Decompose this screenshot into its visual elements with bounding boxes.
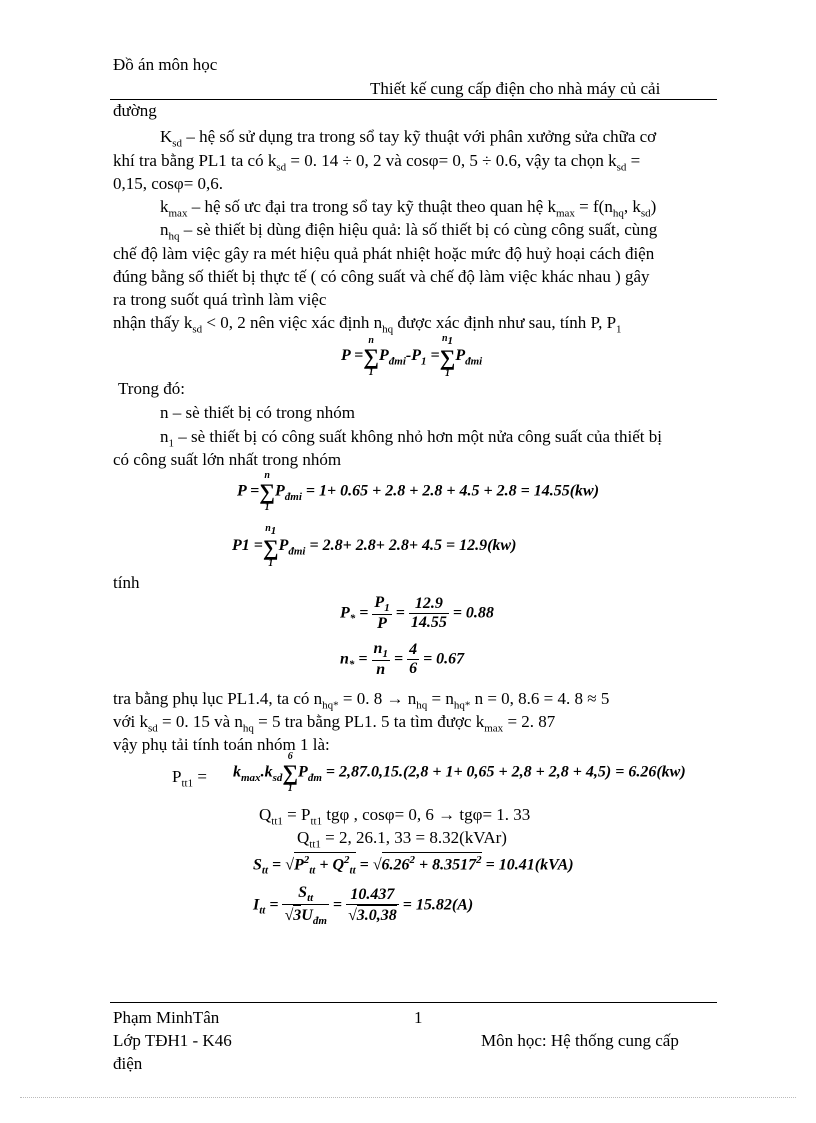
footer-subject: Môn học: Hệ thống cung cấp bbox=[481, 1031, 679, 1050]
text-line: tra bằng phụ lục PL1.4, ta có $n_{hq*} = 0$. $8 \to n_{hq} = n_{hq*}$ n = 0, 8.6 = 4. 8 ≈ 5 bbox=[113, 689, 610, 712]
header-left: Đồ án môn học bbox=[113, 55, 218, 74]
text-line: $n_1$ – sè thiết bị có công suất không nhỏ hơn một nửa công suất của thiết bị bbox=[160, 427, 662, 450]
equation-p-definition: P = n ∑ 1 $P_{đmi}-P_1$ = $n_1$ ∑ 1 $P_{đmi}$ bbox=[341, 333, 483, 379]
text-line: $K_{sd}$ – hệ số sử dụng tra trong sổ tay kỹ thuật với phân xưởng sửa chữa cơ bbox=[160, 127, 657, 150]
text-line: đúng bằng số thiết bị thực tế ( có công suất và chế độ làm việc khác nhau ) gây bbox=[113, 267, 650, 286]
text-line: Trong đó: bbox=[118, 379, 185, 398]
text-line: khí tra bằng PL1 ta có $k_{sd} = 0$. 14 ÷ 0, 2 và cosφ= 0, 5 ÷ 0.6, vậy ta chọn $k_{sd}$ = bbox=[113, 151, 641, 174]
text-line: $n_{hq}$ – sè thiết bị dùng điện hiệu quả: là số thiết bị có cùng công suất, cùng bbox=[160, 220, 658, 243]
equation-i: $I_{tt}$ = $\frac{S_{tt}}{√3U_{đm}}$ = $\frac{10.437}{√3.0,38}$ = 15.82(A) bbox=[253, 884, 474, 928]
text-line: nhận thấy $k_{sd} < 0$, 2 nên việc xác định $n_{hq}$ được xác định như sau, tính P, $P_1$ bbox=[113, 313, 622, 336]
footer-rule bbox=[110, 1002, 717, 1003]
text-line: $k_{max}$ – hệ số ưc đại tra trong sổ tay kỹ thuật theo quan hệ $k_{max} = f(n_{hq}$, $k_{sd}$) bbox=[160, 197, 657, 220]
equation-n-star: $n_*$ = $\frac{n_1}{n}$ = $\frac{4}{6}$ = 0.67 bbox=[340, 640, 465, 679]
ptt1-label: $P_{tt1}$ = bbox=[172, 767, 207, 790]
text-line: $Q_{tt1} = P_{tt1}$ tgφ , cosφ= 0, 6 → tgφ= 1. 33 bbox=[259, 805, 531, 828]
text-line: đường bbox=[113, 101, 157, 120]
equation-s: $S_{tt} = √P^2_{tt} + Q^2_{tt} = √6.26^2 + 8.3517^2 = 10.41(kVA)$ bbox=[253, 854, 574, 877]
header-rule bbox=[110, 99, 717, 100]
text-line: 0,15, cosφ= 0,6. bbox=[113, 174, 224, 193]
footer-class: Lớp TĐH1 - K46 bbox=[113, 1031, 232, 1050]
text-line: tính bbox=[113, 573, 140, 592]
text-line: vậy phụ tải tính toán nhóm 1 là: bbox=[113, 735, 330, 754]
text-line: với $k_{sd} = 0$. 15 và $n_{hq} = 5$ tra bằng PL1. 5 ta tìm được $k_{max} = 2$. 87 bbox=[113, 712, 556, 735]
text-line: n – sè thiết bị có trong nhóm bbox=[160, 403, 356, 422]
page-bottom-border bbox=[20, 1097, 796, 1098]
header-right: Thiết kế cung cấp điện cho nhà máy củ cải bbox=[370, 79, 661, 98]
equation-p-total: P = n ∑ 1 $P_{đmi} = 1+ 0.65 + 2.8 + 2.8 + 4.5 + 2.8 = 14.55(kw)$ bbox=[237, 470, 600, 513]
text-line: chế độ làm việc gây ra mét hiệu quả phát nhiệt hoặc mức độ huỷ hoại cách điện bbox=[113, 244, 655, 263]
footer-subject-cont: điện bbox=[113, 1054, 143, 1073]
text-line: $Q_{tt1} = 2$, 26.1, 33 = 8.32(kVAr) bbox=[297, 828, 507, 851]
text-line: có công suất lớn nhất trong nhóm bbox=[113, 450, 342, 469]
footer-author: Phạm MinhTân bbox=[113, 1008, 220, 1027]
text-line: ra trong suốt quá trình làm việc bbox=[113, 290, 327, 309]
equation-p-star: $P_*$ = $\frac{P_1}{P}$ = $\frac{12.9}{14.55}$ = 0.88 bbox=[340, 594, 494, 633]
equation-ptt1: $k_{max}.k_{sd}$ 6 ∑ 1 $P_{đm} = 2,87.0,15.(2,8 + 1+ 0,65 + 2,8 + 2,8 + 4,5) = 6.26(kw)$ bbox=[233, 751, 686, 794]
page-number: 1 bbox=[414, 1008, 423, 1027]
equation-p1-total: P1 = $n_1$ ∑ 1 $P_{đmi} = 2.8+ 2.8+ 2.8+ 4.5 = 12.9(kw)$ bbox=[232, 523, 517, 569]
